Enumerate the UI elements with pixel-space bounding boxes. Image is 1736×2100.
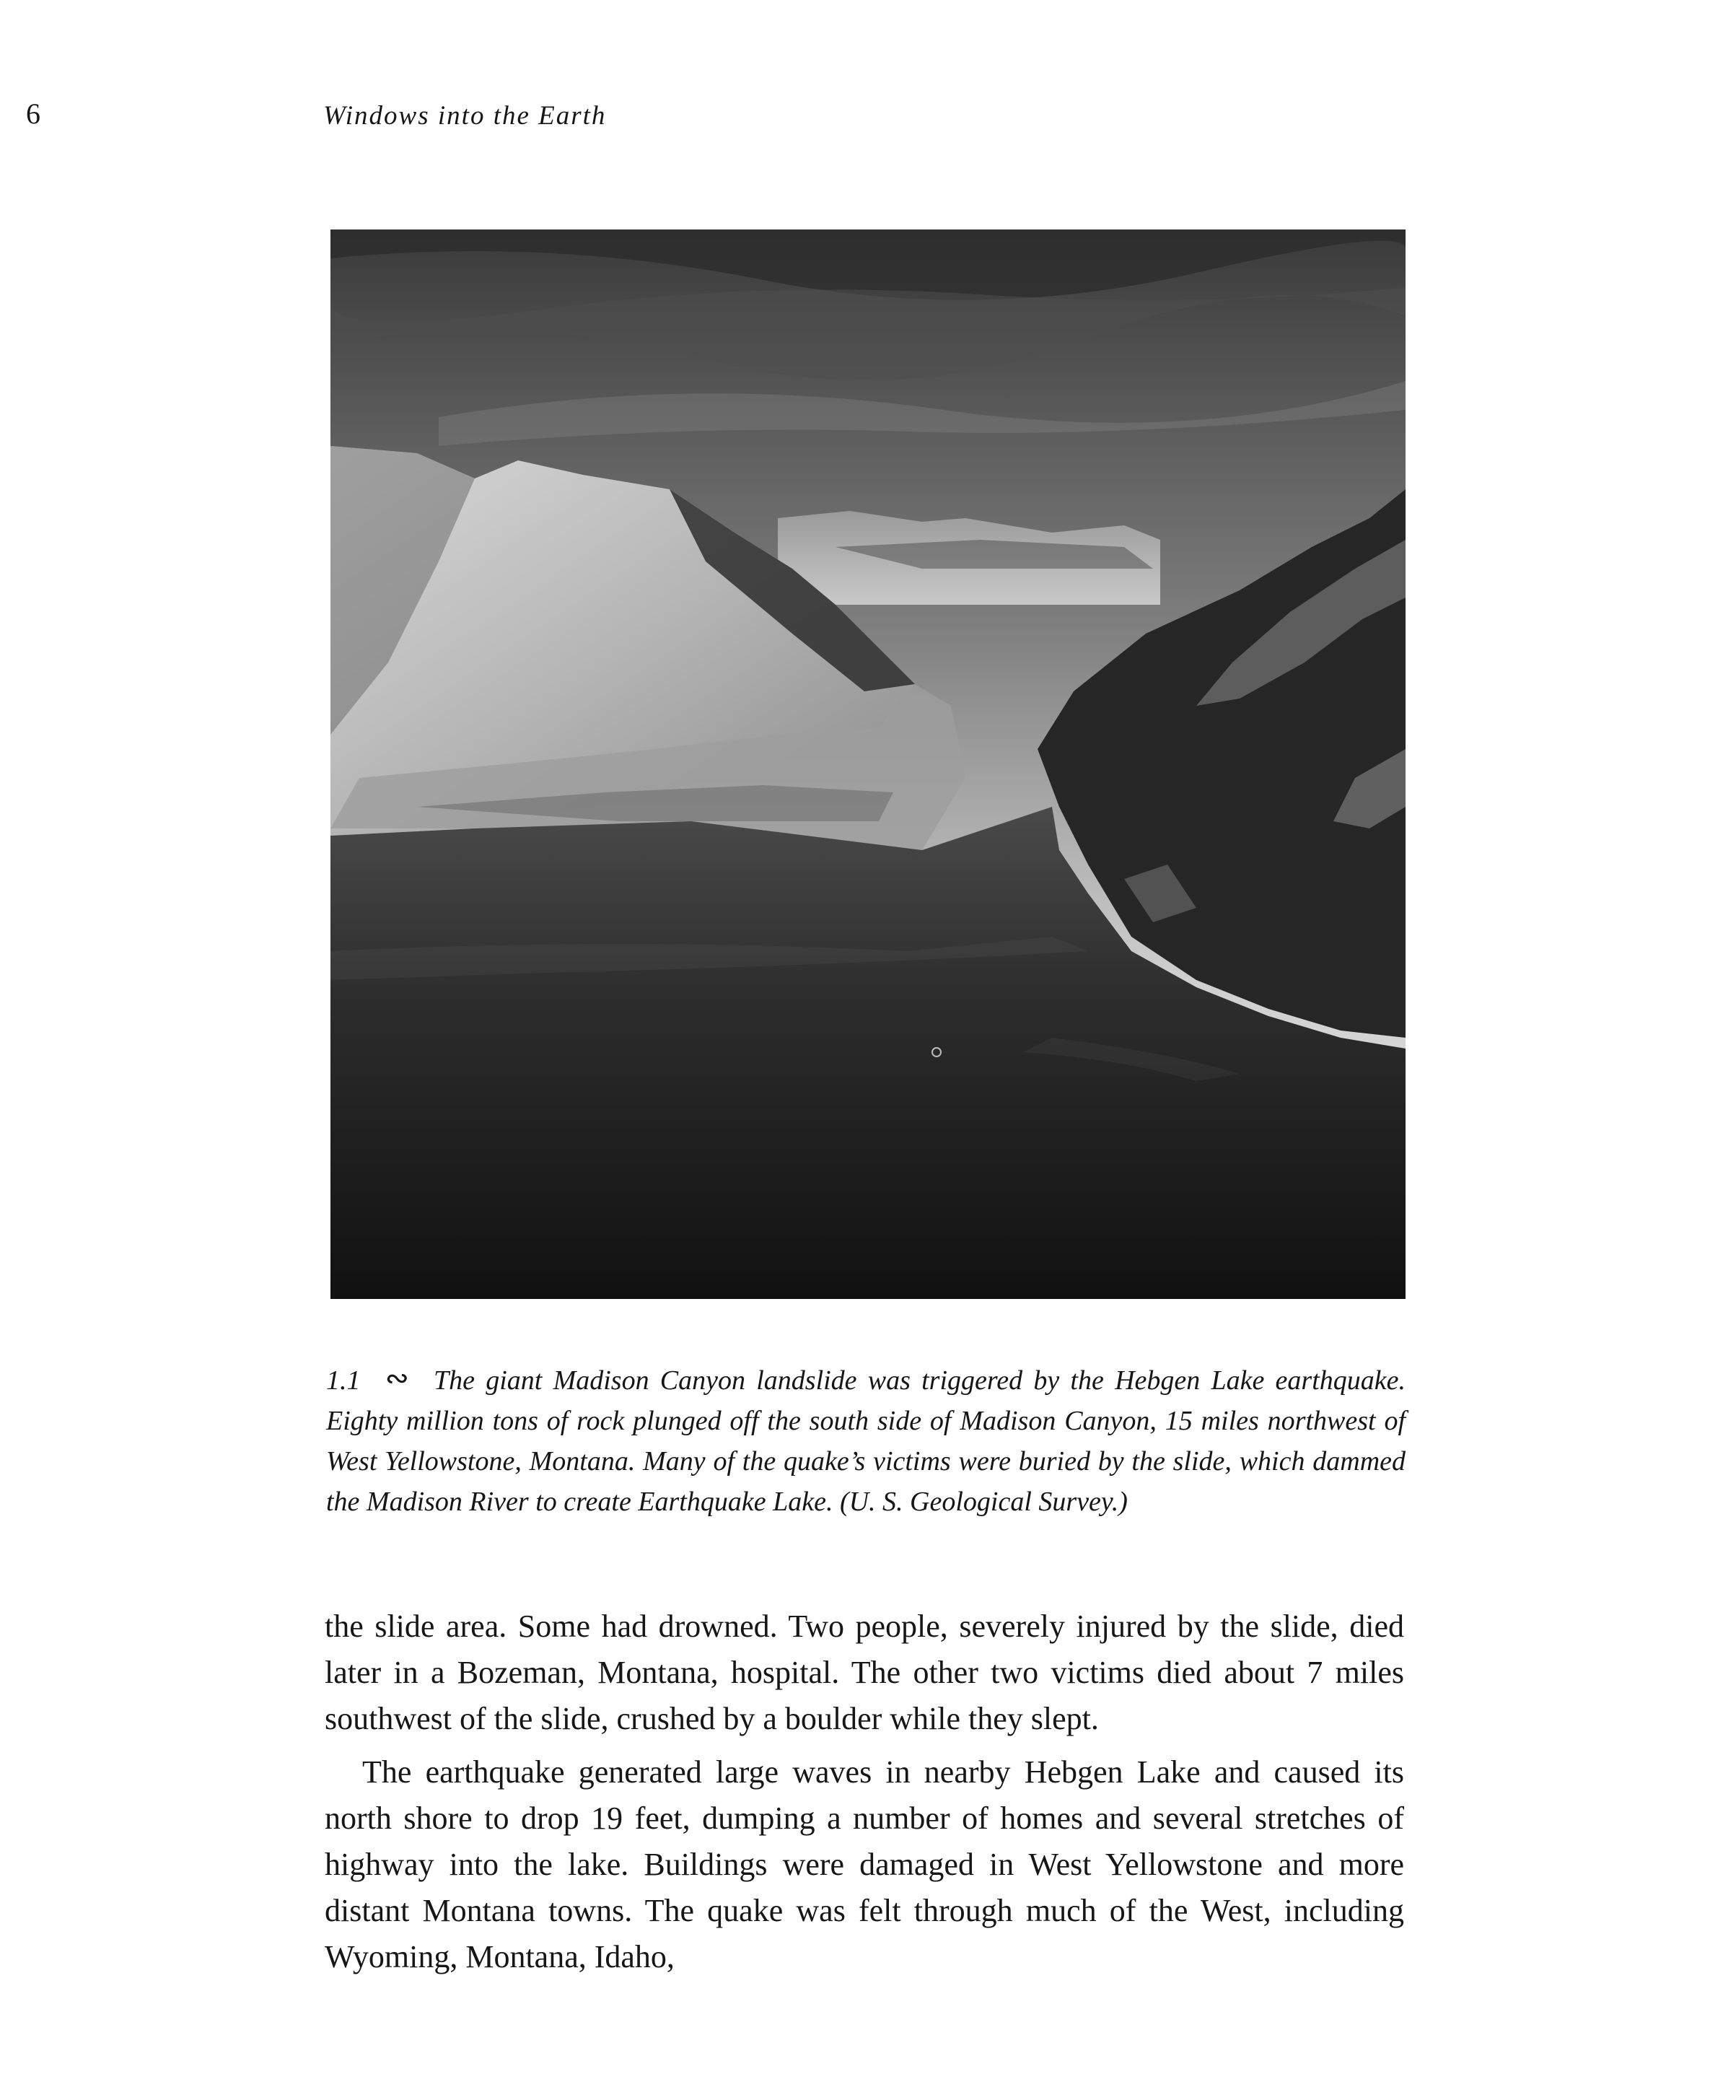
figure-number: 1.1	[326, 1365, 361, 1396]
caption-ornament-icon: ∾	[385, 1362, 410, 1394]
running-head: Windows into the Earth	[323, 101, 607, 131]
figure-caption-text: The giant Madison Canyon landslide was triggered by the Hebgen Lake earthquake. Eighty million tons of rock plunged off the south side of Madison Canyon, 15 miles northwest of West Yellowstone, Montana. Many of the quake’s victims were buried by the slide, which dammed the Madison River to create Earthquake Lake. (U. S. Geological Survey.)	[326, 1365, 1406, 1517]
body-paragraph: The earthquake generated large waves in nearby Hebgen Lake and caused its north shore to drop 19 feet, dumping a number of homes and several stretches of highway into the lake. Buildings were damaged in West Yellowstone and more distant Montana towns. The quake was felt through much of the West, including Wyoming, Montana, Idaho,	[325, 1754, 1404, 1974]
landslide-photo	[330, 229, 1406, 1299]
body-text	[325, 1604, 1404, 1980]
page-number: 6	[26, 97, 40, 130]
body-paragraph: the slide area. Some had drowned. Two people, severely injured by the slide, died later in a Bozeman, Montana, hospital. The other two victims died about 7 miles southwest of the slide, crushed by a boulder while they slept.	[325, 1609, 1404, 1736]
figure-caption	[326, 1358, 1406, 1522]
